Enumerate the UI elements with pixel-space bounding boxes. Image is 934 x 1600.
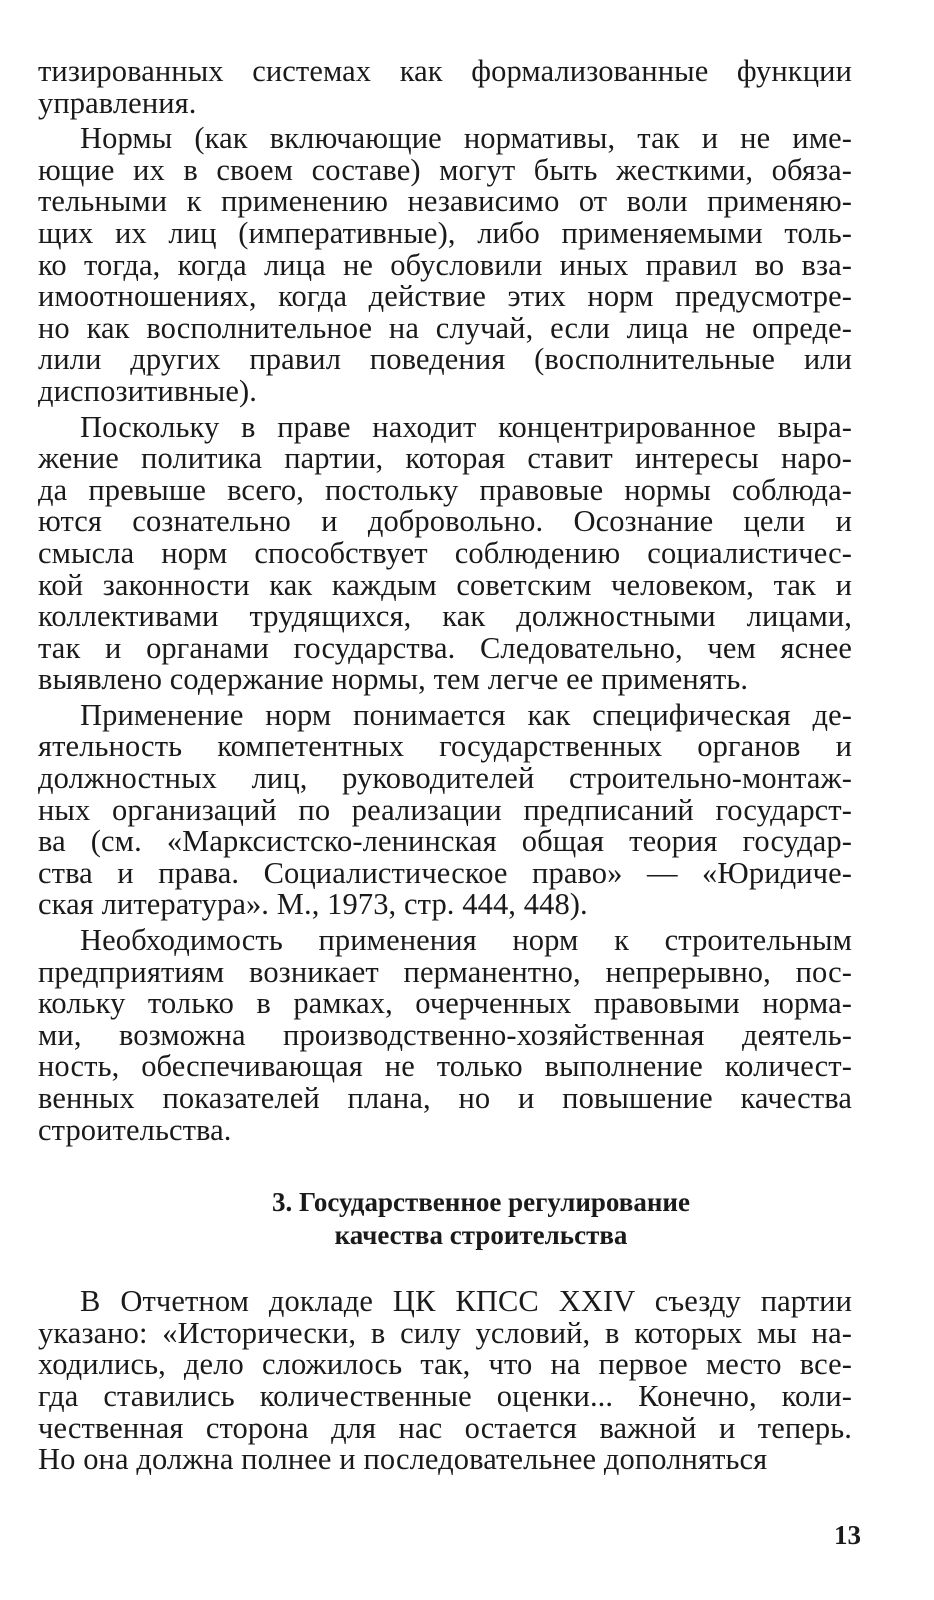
text-line: ных организаций по реализации предписаний государст- [38, 792, 852, 827]
text-line: ятельность компетентных государственных органов и [38, 729, 852, 764]
text-line: В Отчетном докладе ЦК КПСС XXIV съезду партии [80, 1284, 852, 1319]
page-body [38, 56, 852, 1476]
section-body-text [38, 1286, 852, 1476]
text-line: управления. [38, 85, 197, 120]
text-line: так и органами государства. Следовательно, чем яснее [38, 630, 852, 665]
text-line: ва (см. «Марксистско-ленинская общая теория государ- [38, 824, 852, 859]
text-line: ходились, дело сложилось так, что на первое место все- [38, 1347, 852, 1382]
text-line: коллективами трудящихся, как должностными лицами, [38, 599, 852, 634]
paragraph [38, 697, 852, 922]
text-line: предприятиям возникает перманентно, непрерывно, пос- [38, 954, 852, 989]
text-line: ми, возможна производственно-хозяйственная деятель- [38, 1017, 852, 1052]
section-heading-line-1: 3. Государственное регулирование [272, 1187, 690, 1218]
text-line: ства и права. Социалистическое право» — «Юридиче- [38, 855, 852, 890]
page-number: 13 [834, 1520, 861, 1550]
text-line: чественная сторона для нас остается важной и теперь. [38, 1410, 852, 1445]
text-line: Применение норм понимается как специфическая де- [80, 697, 852, 732]
text-line: тельными к применению независимо от воли применяю- [38, 184, 852, 219]
text-line: выявлено содержание нормы, тем легче ее применять. [38, 662, 749, 697]
text-line: щих их лиц (императивные), либо применяемыми толь- [38, 215, 852, 250]
text-line: но как восполнительное на случай, если лица не опреде- [38, 310, 852, 345]
paragraph [38, 123, 852, 407]
text-line: имоотношениях, когда действие этих норм предусмотре- [38, 279, 852, 314]
text-line: да превыше всего, постольку правовые нормы соблюда- [38, 472, 852, 507]
text-line: ская литература». М., 1973, стр. 444, 448). [38, 887, 588, 922]
section-heading [38, 1186, 852, 1252]
section-heading-line-2: качества строительства [334, 1220, 628, 1251]
text-line: гда ставились количественные оценки... Конечно, коли- [38, 1378, 852, 1413]
paragraph [38, 925, 852, 1146]
text-line: венных показателей плана, но и повышение качества [38, 1081, 852, 1115]
text-line: кольку только в рамках, очерченных правовыми норма- [38, 986, 852, 1021]
text-line: лили других правил поведения (восполнительные или [38, 342, 852, 377]
text-line: жение политика партии, которая ставит интересы наро- [38, 441, 852, 476]
text-line: Необходимость применения норм к строительным [80, 923, 852, 958]
text-line: Поскольку в праве находит концентрированное выра- [80, 409, 852, 444]
paragraph [38, 1286, 852, 1476]
text-line: диспозитивные). [38, 373, 258, 408]
text-line: Но она должна полнее и последовательнее дополняться [38, 1442, 768, 1477]
text-line: должностных лиц, руководителей строительно-монтаж- [38, 761, 852, 796]
text-line: Нормы (как включающие нормативы, так и не име- [80, 121, 852, 156]
text-line: строительства. [38, 1112, 232, 1147]
text-line: ются сознательно и добровольно. Осознание цели и [38, 504, 852, 539]
text-line: ко тогда, когда лица не обусловили иных правил во вза- [38, 247, 852, 282]
text-line: ность, обеспечивающая не только выполнение количест- [38, 1049, 852, 1084]
text-line: ющие их в своем составе) могут быть жесткими, обяза- [38, 152, 852, 187]
text-line: смысла норм способствует соблюдению социалистичес- [38, 535, 852, 570]
text-line: указано: «Исторически, в силу условий, в которых мы на- [38, 1315, 852, 1350]
body-text [38, 56, 852, 1146]
paragraph [38, 409, 852, 697]
text-line: кой законности как каждым советским человеком, так и [38, 567, 852, 602]
paragraph [38, 56, 852, 119]
text-line: тизированных системах как формализованные функции [38, 54, 852, 88]
